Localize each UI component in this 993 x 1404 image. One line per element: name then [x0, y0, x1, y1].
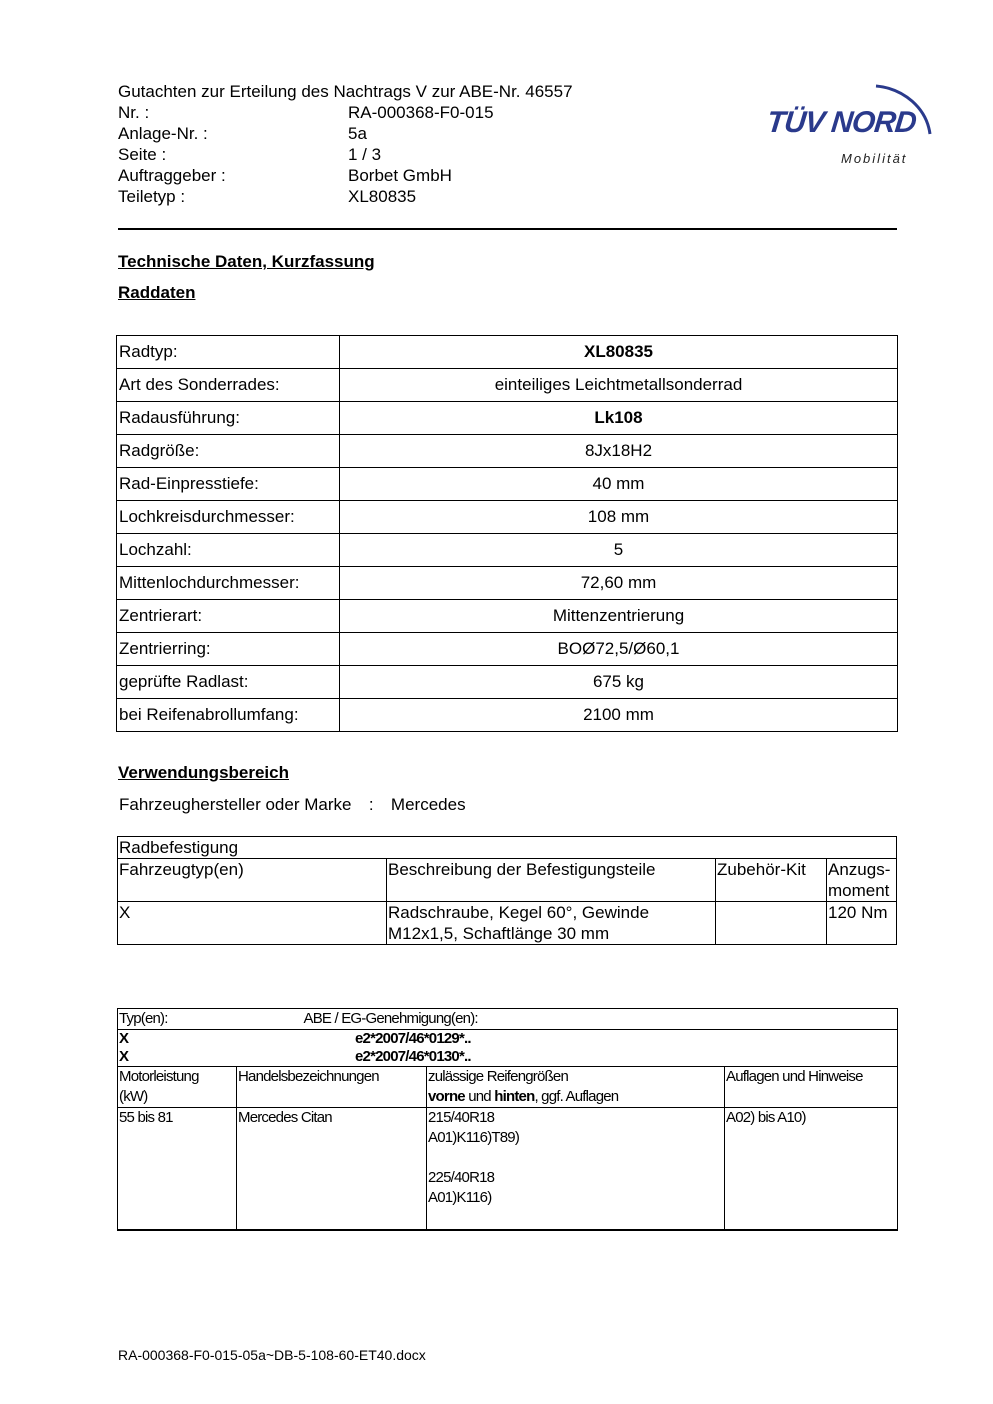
- header-row-nr: [118, 102, 573, 123]
- manufacturer-value: Mercedes: [390, 795, 466, 814]
- wheel-data-heading: Raddaten: [118, 283, 196, 302]
- header-row-anlage: [118, 123, 573, 144]
- manufacturer-separator: :: [368, 795, 374, 814]
- table-row: [118, 1067, 898, 1108]
- approval-type: X: [119, 1030, 129, 1047]
- approval-number: e2*2007/46*0129*..: [355, 1030, 471, 1047]
- tire-size: 215/40R18: [428, 1109, 495, 1126]
- table-row: [117, 666, 898, 699]
- approval-type-label: Typ(en):: [118, 1009, 427, 1030]
- fixing-header-type: Fahrzeugtyp(en): [118, 859, 387, 902]
- fixing-header-description: Beschreibung der Befestigungsteile: [387, 859, 716, 902]
- approval-number: e2*2007/46*0130*..: [355, 1048, 471, 1065]
- wheel-value: Lk108: [340, 402, 898, 435]
- table-row: [117, 501, 898, 534]
- wheel-value: XL80835: [340, 336, 898, 369]
- table-row: [117, 402, 898, 435]
- col-trade-header: Handelsbezeichnungen: [237, 1067, 427, 1108]
- table-row: [117, 336, 898, 369]
- row-notes: A02) bis A10): [725, 1108, 898, 1230]
- table-row: [117, 699, 898, 732]
- tuv-nord-logo: [762, 56, 942, 171]
- wheel-value: 675 kg: [340, 666, 898, 699]
- header-value: 5a: [348, 124, 367, 143]
- approval-type-entry: [119, 1030, 896, 1048]
- fixing-header-kit: Zubehör-Kit: [716, 859, 827, 902]
- col-tires-rear: hinten: [494, 1088, 535, 1105]
- table-row: [117, 534, 898, 567]
- table-row: [117, 369, 898, 402]
- table-row: [118, 1108, 898, 1230]
- logo-subtitle: Mobilität: [841, 151, 908, 166]
- tire-codes: A01)K116)T89): [428, 1129, 520, 1146]
- wheel-key: geprüfte Radlast:: [117, 666, 340, 699]
- manufacturer-label: Fahrzeughersteller oder Marke: [119, 795, 352, 814]
- col-tires-header: [427, 1067, 725, 1108]
- wheel-value: 108 mm: [340, 501, 898, 534]
- wheel-value: 5: [340, 534, 898, 567]
- wheel-key: Art des Sonderrades:: [117, 369, 340, 402]
- document-header: [118, 81, 573, 207]
- approval-label-text: ABE / EG-Genehmigung(en):: [303, 1010, 478, 1027]
- header-key: Teiletyp :: [118, 187, 186, 206]
- header-value: XL80835: [348, 187, 417, 206]
- wheel-value: 40 mm: [340, 468, 898, 501]
- wheel-key: Lochzahl:: [117, 534, 340, 567]
- wheel-key: bei Reifenabrollumfang:: [117, 699, 340, 732]
- fixing-description-line1: Radschraube, Kegel 60°, Gewinde: [388, 903, 650, 922]
- header-value: Borbet GmbH: [348, 166, 452, 185]
- approval-type-list: [118, 1030, 898, 1067]
- header-divider: [118, 228, 897, 230]
- fixing-moment: 120 Nm: [827, 902, 897, 945]
- wheel-key: Zentrierring:: [117, 633, 340, 666]
- approval-type-entry: [119, 1048, 896, 1066]
- col-tires-rest: , ggf. Auflagen: [534, 1088, 619, 1105]
- tire-spacer: [428, 1148, 723, 1168]
- table-row: [117, 600, 898, 633]
- wheel-value: BOØ72,5/Ø60,1: [340, 633, 898, 666]
- wheel-value: 2100 mm: [340, 699, 898, 732]
- table-row: [118, 1030, 898, 1067]
- wheel-key: Radausführung:: [117, 402, 340, 435]
- document-title: Gutachten zur Erteilung des Nachtrags V zur ABE-Nr. 46557: [118, 82, 573, 101]
- header-key: Auftraggeber :: [118, 166, 226, 185]
- fixing-header-moment-line1: Anzugs-: [828, 860, 891, 879]
- table-row: [118, 859, 897, 902]
- col-power-header-line1: Motorleistung: [119, 1068, 199, 1085]
- table-row: [117, 567, 898, 600]
- col-tires-header-line1: zulässige Reifengrößen: [428, 1068, 568, 1085]
- row-tires: [427, 1108, 725, 1230]
- wheel-value: 8Jx18H2: [340, 435, 898, 468]
- fixing-description-line2: M12x1,5, Schaftlänge 30 mm: [388, 924, 610, 943]
- section-title: Technische Daten, Kurzfassung: [118, 252, 375, 271]
- header-row-seite: [118, 144, 573, 165]
- fixing-header-moment: [827, 859, 897, 902]
- header-key: Anlage-Nr. :: [118, 124, 208, 143]
- wheel-key: Zentrierart:: [117, 600, 340, 633]
- usage-heading: Verwendungsbereich: [118, 763, 289, 782]
- header-value: RA-000368-F0-015: [348, 103, 494, 122]
- wheel-key: Radgröße:: [117, 435, 340, 468]
- wheel-key: Rad-Einpresstiefe:: [117, 468, 340, 501]
- wheel-value: einteiliges Leichtmetallsonderrad: [340, 369, 898, 402]
- wheel-value: Mittenzentrierung: [340, 600, 898, 633]
- manufacturer-line: [119, 795, 466, 815]
- fixing-title: Radbefestigung: [118, 837, 897, 859]
- table-row: [118, 902, 897, 945]
- header-key: Seite :: [118, 145, 167, 164]
- table-row: [117, 468, 898, 501]
- tire-size: 225/40R18: [428, 1169, 495, 1186]
- col-notes-header: Auflagen und Hinweise: [725, 1067, 898, 1108]
- col-tires-and: und: [464, 1088, 495, 1105]
- approval-label: [303, 1009, 898, 1030]
- fixing-type: X: [118, 902, 387, 945]
- header-row-auftraggeber: [118, 165, 573, 186]
- table-row: [117, 633, 898, 666]
- wheel-key: Lochkreisdurchmesser:: [117, 501, 340, 534]
- tire-codes: A01)K116): [428, 1189, 492, 1206]
- fixing-description: [387, 902, 716, 945]
- header-key: Nr. :: [118, 103, 150, 122]
- wheel-key: Mittenlochdurchmesser:: [117, 567, 340, 600]
- wheel-key: Radtyp:: [117, 336, 340, 369]
- approval-table: [117, 1008, 898, 1231]
- col-tires-header-line2: [428, 1087, 723, 1107]
- row-trade-name: Mercedes Citan: [237, 1108, 427, 1230]
- fixing-header-moment-line2: moment: [828, 881, 890, 900]
- header-row-teiletyp: [118, 186, 573, 207]
- fixing-kit: [716, 902, 827, 945]
- col-power-header: [118, 1067, 237, 1108]
- table-row: [117, 435, 898, 468]
- wheel-data-table: [116, 335, 898, 732]
- footer-filename: RA-000368-F0-015-05a~DB-5-108-60-ET40.docx: [118, 1347, 426, 1363]
- wheel-value: 72,60 mm: [340, 567, 898, 600]
- logo-name: TÜV NORD: [765, 106, 918, 139]
- col-tires-front: vorne: [428, 1088, 465, 1105]
- col-power-header-line2: (kW): [119, 1088, 148, 1105]
- table-row: [118, 837, 897, 859]
- wheel-fixing-table: [117, 836, 897, 945]
- approval-type: X: [119, 1048, 129, 1065]
- header-value: 1 / 3: [348, 145, 382, 164]
- table-row: [118, 1009, 898, 1030]
- row-power: 55 bis 81: [118, 1108, 237, 1230]
